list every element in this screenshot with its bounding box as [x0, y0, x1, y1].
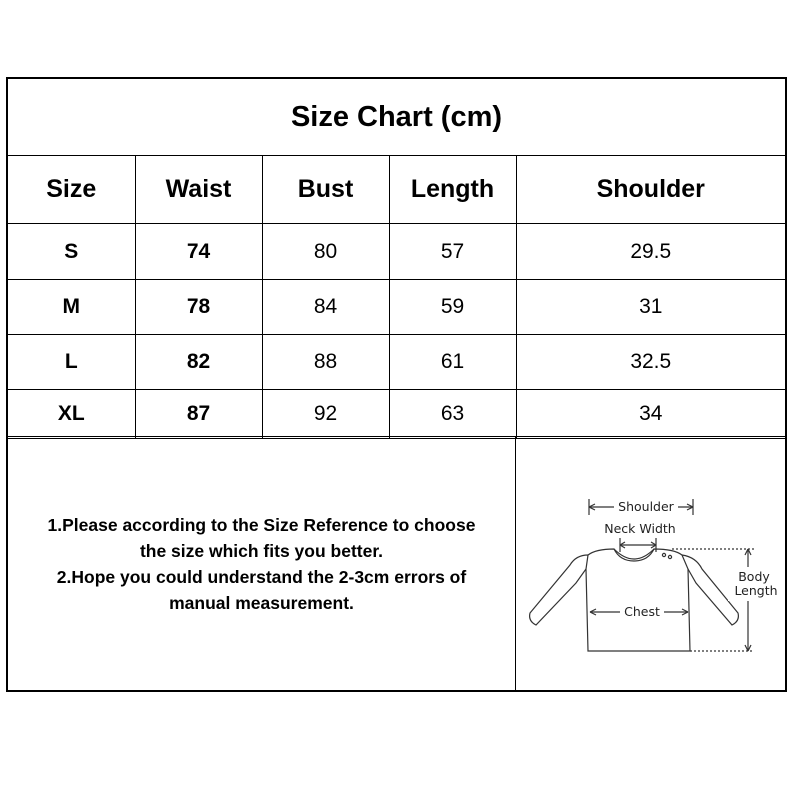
cell-waist: 87 [135, 390, 262, 439]
header-length: Length [389, 155, 516, 224]
chart-title: Size Chart (cm) [8, 79, 785, 156]
cell-bust: 84 [262, 280, 389, 335]
cell-length: 59 [389, 280, 516, 335]
cell-length: 63 [389, 390, 516, 439]
notes-section [8, 436, 785, 691]
cell-size: XL [8, 390, 135, 439]
body-label: Body [738, 569, 770, 584]
cell-bust: 80 [262, 224, 389, 280]
note-line: the size which fits you better. [139, 541, 384, 561]
table-row [8, 335, 785, 390]
cell-size: M [8, 280, 135, 335]
length-label: Length [734, 583, 778, 598]
chest-label: Chest [624, 604, 660, 619]
note-line: 1.Please according to the Size Reference to choose [47, 515, 476, 535]
table-row [8, 280, 785, 335]
garment-measure-diagram [516, 437, 785, 691]
shoulder-label: Shoulder [618, 499, 674, 514]
cell-shoulder: 29.5 [516, 224, 785, 280]
header-shoulder: Shoulder [516, 155, 785, 224]
sweater-outline-icon [516, 437, 785, 691]
cell-waist: 78 [135, 280, 262, 335]
size-table [8, 155, 785, 439]
measurement-notes [8, 437, 515, 691]
header-bust: Bust [262, 155, 389, 224]
header-size: Size [8, 155, 135, 224]
cell-bust: 88 [262, 335, 389, 390]
cell-shoulder: 34 [516, 390, 785, 439]
cell-waist: 82 [135, 335, 262, 390]
cell-bust: 92 [262, 390, 389, 439]
cell-length: 57 [389, 224, 516, 280]
table-row [8, 224, 785, 280]
cell-size: L [8, 335, 135, 390]
note-line: manual measurement. [169, 593, 354, 613]
cell-size: S [8, 224, 135, 280]
table-row [8, 390, 785, 439]
header-row [8, 155, 785, 224]
cell-waist: 74 [135, 224, 262, 280]
neck-width-label: Neck Width [604, 521, 676, 536]
note-line: 2.Hope you could understand the 2-3cm errors of [56, 567, 467, 587]
size-chart [6, 77, 787, 692]
cell-shoulder: 31 [516, 280, 785, 335]
header-waist: Waist [135, 155, 262, 224]
cell-shoulder: 32.5 [516, 335, 785, 390]
cell-length: 61 [389, 335, 516, 390]
